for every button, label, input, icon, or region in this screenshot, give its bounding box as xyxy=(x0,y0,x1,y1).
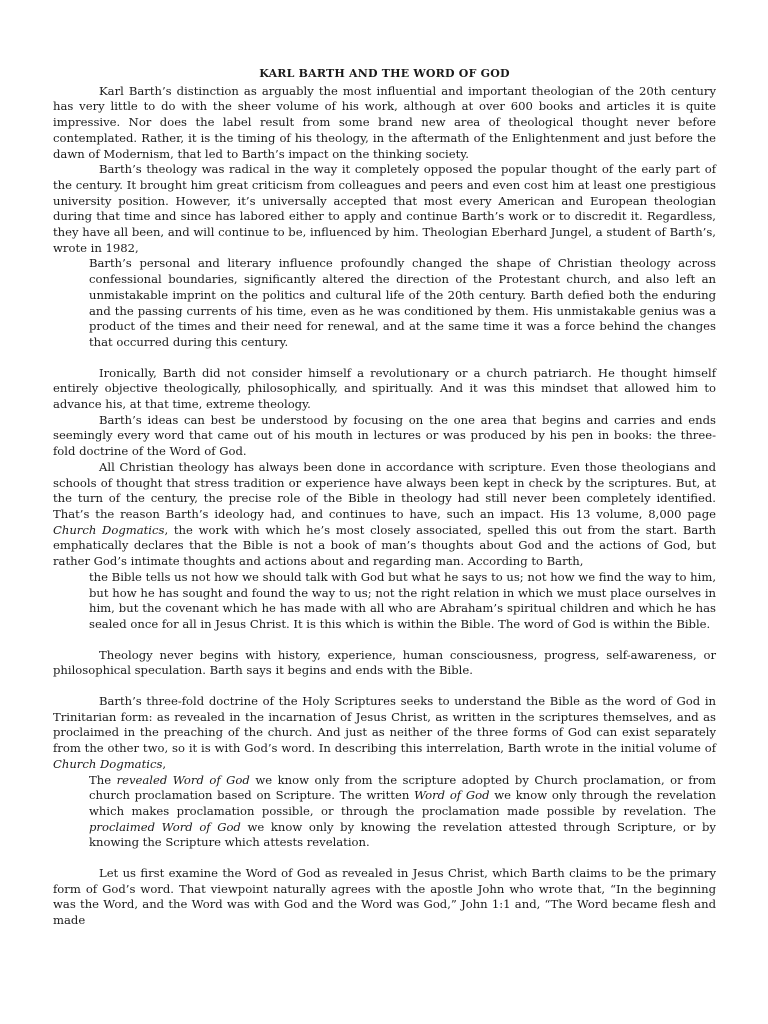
block-quote-bible: the Bible tells us not how we should talk with God but what he says to us; not how we find the way to him, but how he has sought and found the way to us; not the right relation in which we must place ourselves in him, but the covenant which he has made with all who are Abraham’s spiritual children and which he has sealed once for all in Jesus Christ. It is this which is within the Bible. The word of God is within the Bible. xyxy=(89,569,716,631)
document-title: KARL BARTH AND THE WORD OF GOD xyxy=(259,67,510,80)
paragraph-word-in-jesus-christ: Let us first examine the Word of God as revealed in Jesus Christ, which Barth claims to be the primary form of God’s word. That viewpoint naturally agrees with the apostle John who wrote that, “In the beginning was the Word, and the Word was with God and the Word was God,” John 1:1 and, “The Word became flesh and made xyxy=(53,866,716,928)
paragraph-trinitarian-form: Barth’s three-fold doctrine of the Holy Scriptures seeks to understand the Bible as the word of God in Trinitarian form: as revealed in the incarnation of Jesus Christ, as written in the scriptures themselves, and as proclaimed in the preaching of the church. And just as neither of the three forms of God can exist separately from the other two, so it is with God’s word. In describing this interrelation, Barth wrote in the initial volume of Church Dogmatics, xyxy=(53,694,716,771)
document-page xyxy=(53,66,716,929)
paragraph-ironically: Ironically, Barth did not consider himself a revolutionary or a church patriarch. He thought himself entirely objective theologically, philosophically, and spiritually. And it was this mindset that allowed him to advance his, at that time, extreme theology. xyxy=(53,365,716,412)
paragraph-three-fold-doctrine: Barth’s ideas can best be understood by focusing on the one area that begins and carries and ends seemingly every word that came out of his mouth in lectures or was produced by his pen in books: the three-fold doctrine of the Word of God. xyxy=(53,412,716,459)
book-title-church-dogmatics-2: Church Dogmatics xyxy=(53,756,163,771)
paragraph-radical-theology: Barth’s theology was radical in the way it completely opposed the popular thought of the early part of the century. It brought him great criticism from colleagues and peers and even cost him at least one prestigious university position. However, it’s universally accepted that most every American and European theologian during that time and since has labored either to apply and continue Barth’s work or to discredit it. Regardless, they have all been, and will continue to be, influenced by him. Theologian Eberhard Jungel, a student of Barth’s, wrote in 1982, xyxy=(53,162,716,255)
block-quote-revealed-word: The revealed Word of God we know only from the scripture adopted by Church proclamation, or from church proclamation based on Scripture. The written Word of God we know only through the revelation which makes proclamation possible, or through the proclamation made possible by revelation. The proclaimed Word of God we know only by knowing the revelation attested through Scripture, or by knowing the Scripture which attests revelation. xyxy=(89,772,717,850)
block-quote-jungel: Barth’s personal and literary influence profoundly changed the shape of Christian theology across confessional boundaries, significantly altered the direction of the Protestant church, and also left an unmistakable imprint on the politics and cultural life of the 20th century. Barth defied both the enduring and the passing currents of his time, even as he was conditioned by them. His unmistakable genius was a product of the times and their need for renewal, and at the same time it was a force behind the changes that occurred during this century. xyxy=(89,256,716,349)
paragraph-theology-never-begins: Theology never begins with history, experience, human consciousness, progress, self-awareness, or philosophical speculation. Barth says it begins and ends with the Bible. xyxy=(53,647,716,678)
paragraph-intro: Karl Barth’s distinction as arguably the most influential and important theologian of the 20th century has very little to do with the sheer volume of his work, although at over 600 books and articles it is quite impressive. Nor does the label result from some brand new area of theological thought never before contemplated. Rather, it is the timing of his theology, in the aftermath of the Enlightenment and just before the dawn of Modernism, that led to Barth’s impact on the thinking society. xyxy=(53,83,716,161)
paragraph-christian-theology: All Christian theology has always been done in accordance with scripture. Even those theologians and schools of thought that stress tradition or experience have always been kept in check by the scriptures. But, at the turn of the century, the precise role of the Bible in theology had still never been completely identified. That’s the reason Barth’s ideology had, and continues to have, such an impact. His 13 volume, 8,000 page Church Dogmatics, the work with which he’s most closely associated, spelled this out from the start. Barth emphatically declares that the Bible is not a book of man’s thoughts about God and the actions of God, but rather God’s intimate thoughts and actions about and regarding man. According to Barth, xyxy=(53,459,716,569)
book-title-church-dogmatics: Church Dogmatics xyxy=(53,522,165,537)
